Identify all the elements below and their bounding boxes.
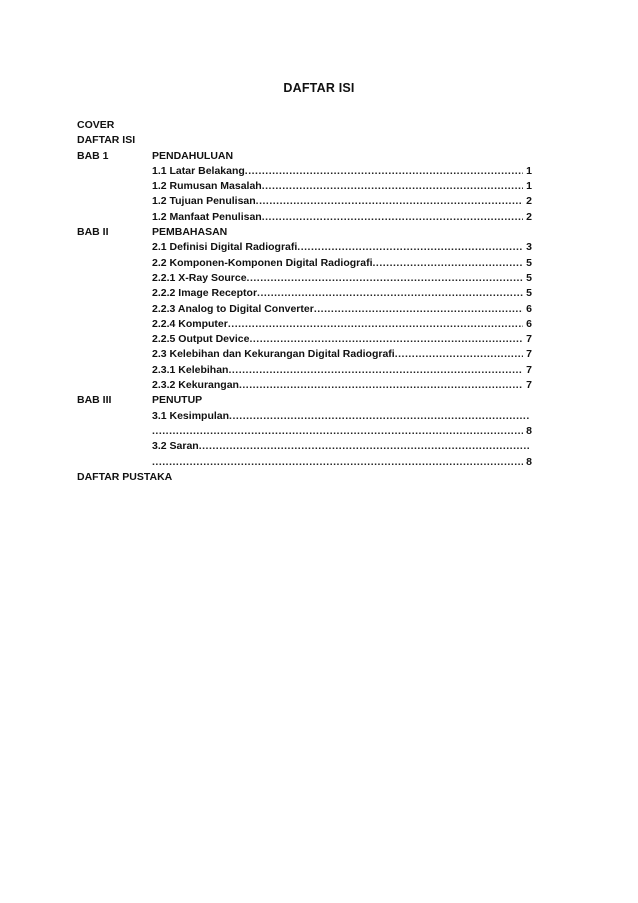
- page-number: 6: [526, 317, 532, 330]
- toc-row-daftar-isi: [77, 133, 532, 148]
- toc-entry: [77, 347, 532, 362]
- entry-text: 2.2.1 X-Ray Source: [152, 271, 247, 284]
- chapter-label: BAB III: [77, 394, 112, 407]
- page-number: 7: [526, 348, 532, 361]
- page-number: 2: [526, 195, 532, 208]
- toc-entry: [77, 317, 532, 332]
- entry-text: 1.2 Tujuan Penulisan: [152, 195, 256, 208]
- dot-leader: [373, 256, 524, 271]
- entry-text: 2.2.2 Image Receptor: [152, 287, 258, 300]
- entry-text: 2.3.2 Kekurangan: [152, 379, 239, 392]
- toc-entry: [77, 424, 532, 439]
- dot-leader: [229, 409, 529, 424]
- toc-entry: [77, 378, 532, 393]
- toc-entry: [77, 240, 532, 255]
- toc-entry: [77, 332, 532, 347]
- dot-leader: [297, 240, 523, 255]
- dot-leader: [152, 424, 523, 439]
- entry-text: 2.2.4 Komputer: [152, 317, 228, 330]
- dot-leader: [395, 347, 523, 362]
- page-number: 7: [526, 333, 532, 346]
- entry-text: 3.1 Kesimpulan: [152, 409, 230, 422]
- entry-text: 2.2.5 Output Device: [152, 333, 250, 346]
- chapter-heading: PENUTUP: [152, 394, 203, 407]
- toc-entry: [77, 455, 532, 470]
- toc-entry: [77, 409, 532, 424]
- chapter-heading: PENDAHULUAN: [152, 149, 234, 162]
- entry-text: 2.3 Kelebihan dan Kekurangan Digital Radiografi: [152, 348, 395, 361]
- dot-leader: [228, 363, 523, 378]
- page-number: 3: [526, 241, 532, 254]
- dot-leader: [256, 194, 523, 209]
- entry-text: 2.3.1 Kelebihan: [152, 363, 229, 376]
- entry-text: 2.2 Komponen-Komponen Digital Radiografi: [152, 256, 373, 269]
- toc-entry: [77, 194, 532, 209]
- page-number: 8: [526, 455, 532, 468]
- dot-leader: [239, 378, 523, 393]
- dot-leader: [257, 286, 523, 301]
- entry-text: 1.2 Rumusan Masalah: [152, 180, 262, 193]
- dot-leader: [262, 210, 523, 225]
- chapter-heading: PEMBAHASAN: [152, 226, 228, 239]
- page-title: DAFTAR ISI: [283, 81, 355, 95]
- page-number: 7: [526, 363, 532, 376]
- dot-leader: [314, 302, 523, 317]
- toc-entry: [77, 363, 532, 378]
- entry-text: 1.1 Latar Belakang: [152, 164, 245, 177]
- page-number: 5: [526, 271, 532, 284]
- dot-leader: [199, 439, 529, 454]
- toc-daftar-isi: DAFTAR ISI: [77, 134, 136, 147]
- toc-entry: [77, 439, 532, 454]
- entry-text: 2.1 Definisi Digital Radiografi: [152, 241, 298, 254]
- toc-daftar-pustaka: DAFTAR PUSTAKA: [77, 470, 173, 483]
- chapter-row: [77, 393, 532, 408]
- page-number: 5: [526, 287, 532, 300]
- toc-entry: [77, 164, 532, 179]
- dot-leader: [228, 317, 523, 332]
- page-number: 1: [526, 180, 532, 193]
- dot-leader: [262, 179, 523, 194]
- page-number: 5: [526, 256, 532, 269]
- toc-row-daftar-pustaka: [77, 470, 532, 485]
- page-number: 6: [526, 302, 532, 315]
- dot-leader: [247, 271, 524, 286]
- toc-cover: COVER: [77, 119, 115, 131]
- toc-row-cover: [77, 118, 532, 133]
- dot-leader: [249, 332, 523, 347]
- toc-entry: [77, 286, 532, 301]
- entry-text: 1.2 Manfaat Penulisan: [152, 210, 262, 223]
- toc-entry: [77, 179, 532, 194]
- chapter-row: [77, 225, 532, 240]
- dot-leader: [245, 164, 523, 179]
- entry-text: 2.2.3 Analog to Digital Converter: [152, 302, 314, 315]
- page-number: 1: [526, 164, 532, 177]
- chapter-label: BAB 1: [77, 149, 109, 162]
- table-of-contents: [77, 118, 532, 485]
- page-number: 8: [526, 424, 532, 437]
- entry-text: 3.2 Saran: [152, 440, 199, 453]
- toc-entry: [77, 210, 532, 225]
- toc-entry: [77, 256, 532, 271]
- toc-entry: [77, 271, 532, 286]
- dot-leader: [152, 455, 523, 470]
- page-number: 7: [526, 379, 532, 392]
- toc-entry: [77, 302, 532, 317]
- chapter-row: [77, 149, 532, 164]
- page-number: 2: [526, 210, 532, 223]
- chapter-label: BAB II: [77, 226, 109, 239]
